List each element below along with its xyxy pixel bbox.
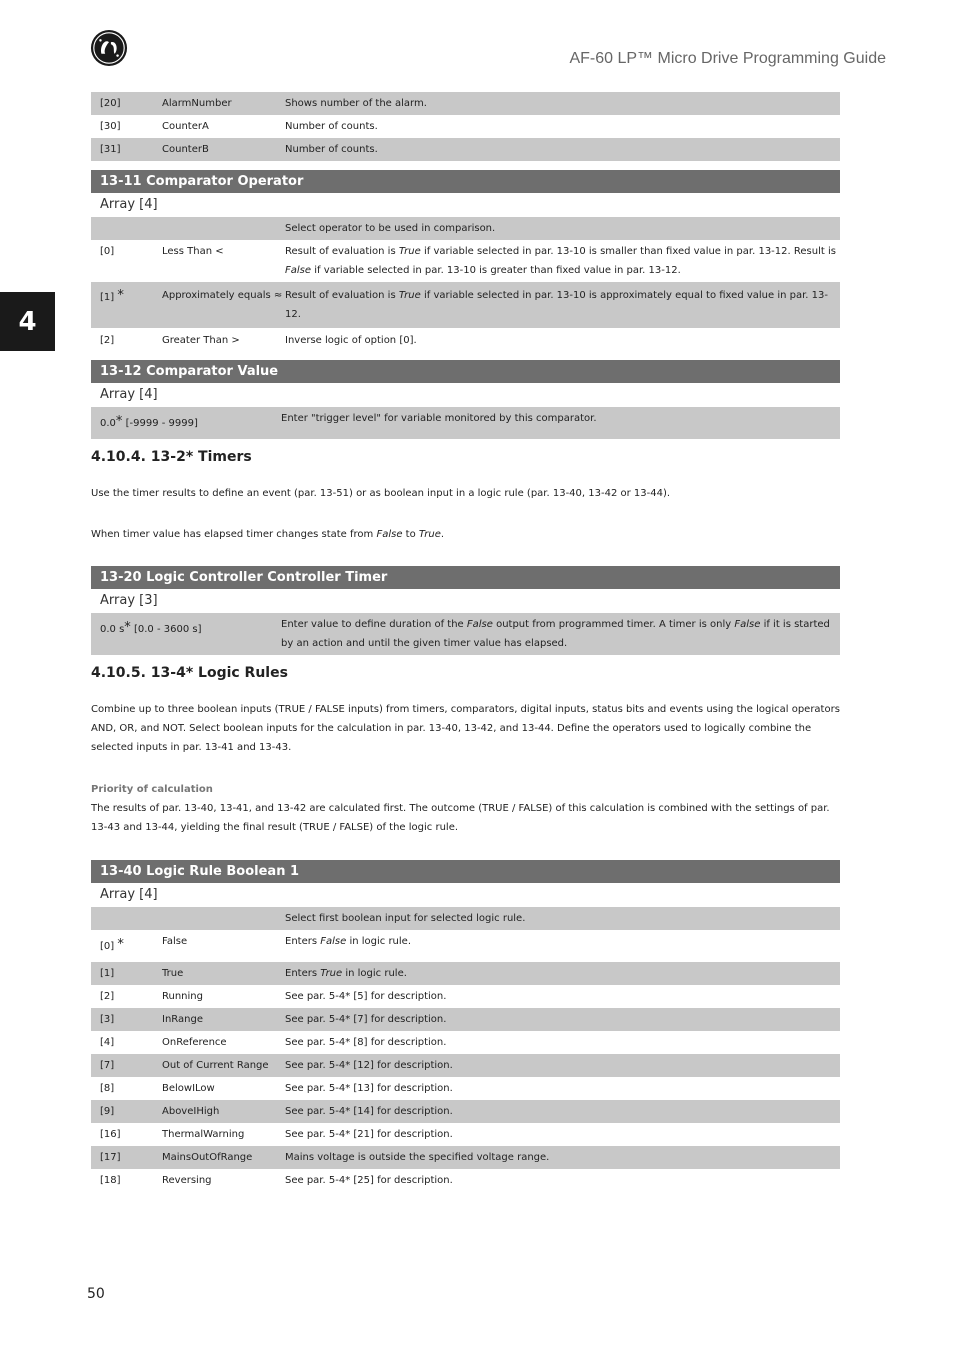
option-name: AboveIHigh xyxy=(162,1106,220,1117)
option-desc: Enters True in logic rule. xyxy=(285,968,407,979)
option-desc: See par. 5-4* [21] for description. xyxy=(285,1129,453,1140)
option-name: True xyxy=(162,968,184,979)
default-star: * xyxy=(124,620,131,635)
option-name: Less Than < xyxy=(162,246,224,257)
table-row xyxy=(91,962,840,985)
option-desc: See par. 5-4* [14] for description. xyxy=(285,1106,453,1117)
option-desc: Enter "trigger level" for variable monitored by this comparator. xyxy=(281,413,597,424)
parameter-header-13-12: 13-12 Comparator Value xyxy=(91,360,840,383)
paragraph: The results of par. 13-40, 13-41, and 13-42 are calculated first. The outcome (TRUE / FALSE) of this calculation is combined with the settings of par. 13-43 and 13-44, yielding the final result (TRUE / FALSE) of the logic rule. xyxy=(91,803,830,833)
option-desc: Result of evaluation is True if variable selected in par. 13-10 is approximately equal to fixed value in par. 13-12. xyxy=(285,290,828,320)
option-desc: Enters False in logic rule. xyxy=(285,936,411,947)
table-row xyxy=(91,328,840,353)
option-code: [20] xyxy=(100,98,121,109)
default-star: * xyxy=(115,414,123,429)
parameter-header-13-40: 13-40 Logic Rule Boolean 1 xyxy=(91,860,840,883)
page-number: 50 xyxy=(87,1286,105,1302)
option-code: [1] * xyxy=(100,288,124,303)
table-row xyxy=(91,1077,840,1100)
option-desc: See par. 5-4* [8] for description. xyxy=(285,1037,447,1048)
subheading: Priority of calculation xyxy=(91,784,213,795)
table-row xyxy=(91,92,840,115)
default-star: * xyxy=(117,937,124,952)
default-value: 0.0 s* [0.0 - 3600 s] xyxy=(100,620,202,635)
paragraph: When timer value has elapsed timer changes state from False to True. xyxy=(91,529,445,540)
parameter-intro: Select operator to be used in comparison. xyxy=(285,223,496,234)
option-name: CounterA xyxy=(162,121,209,132)
option-desc: Mains voltage is outside the specified voltage range. xyxy=(285,1152,550,1163)
section-heading-4-10-5: 4.10.5. 13-4* Logic Rules xyxy=(91,665,288,681)
table-row xyxy=(91,217,840,240)
option-code: [2] xyxy=(100,335,115,346)
option-name: BelowILow xyxy=(162,1083,215,1094)
table-row xyxy=(91,613,840,655)
option-desc: See par. 5-4* [12] for description. xyxy=(285,1060,453,1071)
option-code: [9] xyxy=(100,1106,115,1117)
option-name: MainsOutOfRange xyxy=(162,1152,253,1163)
option-code: [31] xyxy=(100,144,121,155)
parameter-header-13-20: 13-20 Logic Controller Controller Timer xyxy=(91,566,840,589)
option-name: CounterB xyxy=(162,144,209,155)
option-code: [16] xyxy=(100,1129,121,1140)
table-row xyxy=(91,407,840,439)
array-size: Array [4] xyxy=(100,197,158,212)
paragraph: Combine up to three boolean inputs (TRUE / FALSE inputs) from timers, comparators, digital inputs, status bits and events using the logical operators AND, OR, and NOT. Select boolean inputs for the calculation in par. 13-40, 13-42, and 13-44. Define the operators used to logically combine the selected inputs in par. 13-41 and 13-43. xyxy=(91,704,840,753)
option-desc: See par. 5-4* [5] for description. xyxy=(285,991,447,1002)
option-name: OnReference xyxy=(162,1037,227,1048)
table-row xyxy=(91,1100,840,1123)
option-desc: See par. 5-4* [7] for description. xyxy=(285,1014,447,1025)
array-size: Array [4] xyxy=(100,387,158,402)
option-code: [3] xyxy=(100,1014,115,1025)
option-code: [8] xyxy=(100,1083,115,1094)
table-row xyxy=(91,1123,840,1146)
array-size: Array [4] xyxy=(100,887,158,902)
option-name: Reversing xyxy=(162,1175,212,1186)
option-name: ThermalWarning xyxy=(162,1129,245,1140)
paragraph: Use the timer results to define an event (par. 13-51) or as boolean input in a logic rule (par. 13-40, 13-42 or 13-44). xyxy=(91,488,671,499)
option-name: Greater Than > xyxy=(162,335,240,346)
option-code: [0] * xyxy=(100,937,124,952)
table-row xyxy=(91,1169,840,1192)
parameter-intro: Select first boolean input for selected logic rule. xyxy=(285,913,526,924)
page-content xyxy=(91,92,840,1192)
option-name: False xyxy=(162,936,188,947)
section-heading-4-10-4: 4.10.4. 13-2* Timers xyxy=(91,449,252,465)
table-row xyxy=(91,1008,840,1031)
option-code: [0] xyxy=(100,246,115,257)
option-desc: Result of evaluation is True if variable selected in par. 13-10 is smaller than fixed value in par. 13-12. Result is False if variable selected in par. 13-10 is greater than fixed value in par. 13-12. xyxy=(285,246,836,276)
table-row xyxy=(91,115,840,138)
ge-logo-icon xyxy=(90,29,128,67)
option-code: [1] xyxy=(100,968,115,979)
option-name: InRange xyxy=(162,1014,203,1025)
option-code: [2] xyxy=(100,991,115,1002)
table-row xyxy=(91,282,840,328)
table-row xyxy=(91,1146,840,1169)
option-desc: Number of counts. xyxy=(285,121,378,132)
option-code: [4] xyxy=(100,1037,115,1048)
table-row xyxy=(91,930,840,962)
option-code: [7] xyxy=(100,1060,115,1071)
option-name: Approximately equals ≈ xyxy=(162,290,283,301)
table-row xyxy=(91,138,840,161)
option-desc: Inverse logic of option [0]. xyxy=(285,335,417,346)
parameter-header-13-11: 13-11 Comparator Operator xyxy=(91,170,840,193)
default-value: 0.0* [-9999 - 9999] xyxy=(100,414,198,429)
option-desc: Shows number of the alarm. xyxy=(285,98,427,109)
document-title: AF-60 LP™ Micro Drive Programming Guide xyxy=(569,50,886,67)
option-code: [17] xyxy=(100,1152,121,1163)
option-desc: See par. 5-4* [25] for description. xyxy=(285,1175,453,1186)
table-row xyxy=(91,1031,840,1054)
table-row xyxy=(91,985,840,1008)
option-code: [18] xyxy=(100,1175,121,1186)
option-code: [30] xyxy=(100,121,121,132)
option-name: Out of Current Range xyxy=(162,1060,269,1071)
option-name: AlarmNumber xyxy=(162,98,232,109)
option-name: Running xyxy=(162,991,203,1002)
default-star: * xyxy=(117,288,124,303)
array-size: Array [3] xyxy=(100,593,158,608)
table-row xyxy=(91,240,840,282)
option-desc: See par. 5-4* [13] for description. xyxy=(285,1083,453,1094)
table-row xyxy=(91,1054,840,1077)
table-row xyxy=(91,907,840,930)
chapter-tab: 4 xyxy=(0,292,55,351)
option-desc: Number of counts. xyxy=(285,144,378,155)
option-desc: Enter value to define duration of the False output from programmed timer. A timer is only False if it is started by an action and until the given timer value has elapsed. xyxy=(281,619,830,649)
